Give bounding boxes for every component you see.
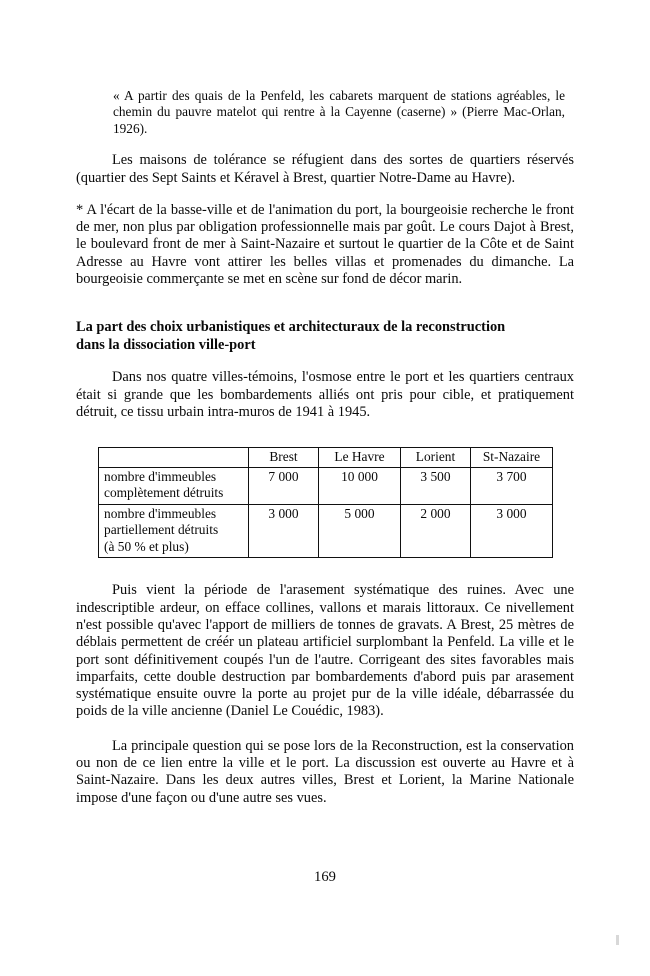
table-row	[99, 504, 553, 558]
table-head	[99, 448, 553, 468]
table-header-st-nazaire: St-Nazaire	[471, 448, 553, 468]
row-label-line: complètement détruits	[104, 485, 224, 501]
destroyed-buildings-table	[98, 447, 553, 558]
table-header-brest: Brest	[249, 448, 319, 468]
row-label-line: nombre d'immeubles	[104, 505, 217, 521]
section-heading-line-2: dans la dissociation ville-port	[76, 336, 256, 353]
page-number: 169	[314, 869, 336, 885]
cell-le-havre-partiellement: 5 000	[319, 504, 401, 558]
table-row	[99, 467, 553, 504]
cell-lorient-partiellement: 2 000	[401, 504, 471, 558]
row-label-completement-detruits	[99, 467, 249, 504]
table-header-blank	[99, 448, 249, 468]
paragraph-osmose-ville-port: Dans nos quatre villes-témoins, l'osmose entre le port et les quartiers centraux était si grande que les bombardements alliés ont pris pour cible, et pratiquement détruit, ce tissu urbain intra-muros de 1941 à 1945.	[76, 369, 574, 421]
row-label-line: nombre d'immeubles	[104, 468, 217, 484]
paragraph-maisons-de-tolerance: Les maisons de tolérance se réfugient dans des sortes de quartiers réservés (quartier des Sept Saints et Kéravel à Brest, quartier Notre-Dame au Havre).	[76, 152, 574, 186]
table-header-le-havre: Le Havre	[319, 448, 401, 468]
table-body	[99, 467, 553, 558]
section-heading	[76, 319, 574, 354]
cell-brest-completement: 7 000	[249, 467, 319, 504]
paragraph-arasement-systematique: Puis vient la période de l'arasement systématique des ruines. Avec une indescriptible ardeur, on efface collines, vallons et marais littoraux. Ce nivellement n'est possible qu'avec l'apport de milliers de tonnes de gravats. A Brest, 25 mètres de déblais permettent de créér un plateau artificiel surplombant la Penfeld. La ville et le port sont définitivement coupés l'un de l'autre. Corrigeant des sites favorables mais imparfaits, cette double destruction par bombardements d'abord puis par arasement systématique ensuite ouvre la porte au projet pur de la ville idéale, débarrassée du poids de la ville ancienne (Daniel Le Couédic, 1983).	[76, 582, 574, 720]
page-content	[76, 88, 574, 807]
row-label-partiellement-detruits	[99, 504, 249, 558]
cell-brest-partiellement: 3 000	[249, 504, 319, 558]
row-label-line: partiellement détruits	[104, 522, 219, 538]
cell-lorient-completement: 3 500	[401, 467, 471, 504]
cell-st-nazaire-partiellement: 3 000	[471, 504, 553, 558]
paragraph-bourgeoisie-front-de-mer: * A l'écart de la basse-ville et de l'animation du port, la bourgeoisie recherche le front de mer, non plus par obligation professionnelle mais par goût. Le cours Dajot à Brest, le boulevard front de mer à Saint-Nazaire et surtout le quartier de la Côte et de Saint Adresse au Havre vont attirer les belles villas et promenades du dimanche. La bourgeoisie commerçante se met en scène sur fond de décor marin.	[76, 201, 574, 287]
block-quote-mac-orlan: « A partir des quais de la Penfeld, les cabarets marquent de stations agréables, le chemin du pauvre matelot qui rentre à la Cayenne (caserne) » (Pierre Mac-Orlan, 1926).	[113, 88, 565, 136]
destroyed-buildings-table-wrapper	[98, 447, 552, 558]
scan-artifact	[616, 935, 619, 945]
cell-st-nazaire-completement: 3 700	[471, 467, 553, 504]
paragraph-principale-question: La principale question qui se pose lors de la Reconstruction, est la conservation ou non de ce lien entre la ville et le port. La discussion est ouverte au Havre et à Saint-Nazaire. Dans les deux autres villes, Brest et Lorient, la Marine Nationale impose d'une façon ou d'une autre ses vues.	[76, 737, 574, 806]
table-header-row	[99, 448, 553, 468]
table-header-lorient: Lorient	[401, 448, 471, 468]
cell-le-havre-completement: 10 000	[319, 467, 401, 504]
row-label-line: (à 50 % et plus)	[104, 538, 189, 554]
section-heading-line-1: La part des choix urbanistiques et architecturaux de la reconstruction	[76, 319, 506, 336]
